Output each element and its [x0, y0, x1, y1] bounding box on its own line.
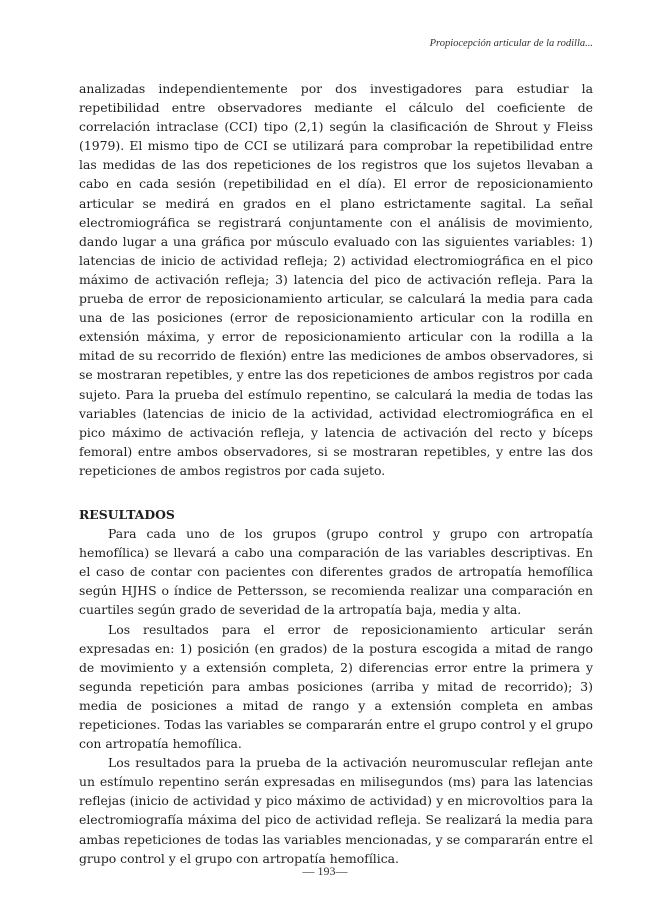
- intro-paragraph: analizadas independientemente por dos investigadores para estudiar la repetibilidad entre observadores mediante el cálculo del coeficiente de correlación intraclase (CCI) tipo (2,1) según la clasificación de Shrout y Fleiss (1979). El mismo tipo de CCI se utilizará para comprobar la repetibilidad entre las medidas de las dos repeticiones de los registros que los sujetos llevaban a cabo en cada sesión (repetibilidad en el día). El error de reposicionamiento articular se medirá en grados en el plano estrictamente sagital. La señal electromiográfica se registrará conjuntamente con el análisis de movimiento, dando lugar a una gráfica por músculo evaluado con las siguientes variables: 1) latencias de inicio de actividad refleja; 2) actividad electromiográfica en el pico máximo de activación refleja; 3) latencia del pico de activación refleja. Para la prueba de error de reposicionamiento articular, se calculará la media para cada una de las posiciones (error de reposicionamiento articular con la rodilla en extensión máxima, y error de reposicionamiento articular con la rodilla a la mitad de su recorrido de flexión) entre las mediciones de ambos observadores, si se mostraran repetibles, y entre las dos repeticiones de ambos registros por cada sujeto. Para la prueba del estímulo repentino, se calculará la media de todas las variables (latencias de inicio de la actividad, actividad electromiográfica en el pico máximo de activación refleja, y latencia de activación del recto y bíceps femoral) entre ambos observadores, si se mostraran repetibles, y entre las dos repeticiones de ambos registros por cada sujeto.: [79, 81, 593, 478]
- body-text: [79, 79, 593, 868]
- results-paragraph-3: Los resultados para la prueba de la activación neuromuscular reflejan ante un estímulo repentino serán expresadas en milisegundos (ms) para las latencias reflejas (inicio de actividad y pico máximo de actividad) y en microvoltios para la electromiografía máxima del pico de actividad refleja. Se realizará la media para ambas repeticiones de todas las variables mencionadas, y se compararán entre el grupo control y el grupo con artropatía hemofílica.: [79, 755, 593, 866]
- running-header: Propiocepción articular de la rodilla...: [429, 38, 593, 49]
- results-paragraph-2: Los resultados para el error de reposicionamiento articular serán expresadas en: 1) posición (en grados) de la postura escogida a mitad de rango de movimiento y a extensión completa, 2) diferencias error entre la primera y segunda repetición para ambas posiciones (arriba y mitad de recorrido); 3) media de posiciones a mitad de rango y a extensión completa en ambas repeticiones. Todas las variables se compararán entre el grupo control y el grupo con artropatía hemofílica.: [79, 621, 593, 752]
- results-paragraph-1: Para cada uno de los grupos (grupo control y grupo con artropatía hemofílica) se llevará a cabo una comparación de las variables descriptivas. En el caso de contar con pacientes con diferentes grados de artropatía hemofílica según HJHS o índice de Pettersson, se recomienda realizar una comparación en cuartiles según grado de severidad de la artropatía baja, media y alta.: [79, 526, 593, 618]
- section-heading-resultados: RESULTADOS: [79, 506, 175, 522]
- page-number: — 193—: [302, 864, 348, 878]
